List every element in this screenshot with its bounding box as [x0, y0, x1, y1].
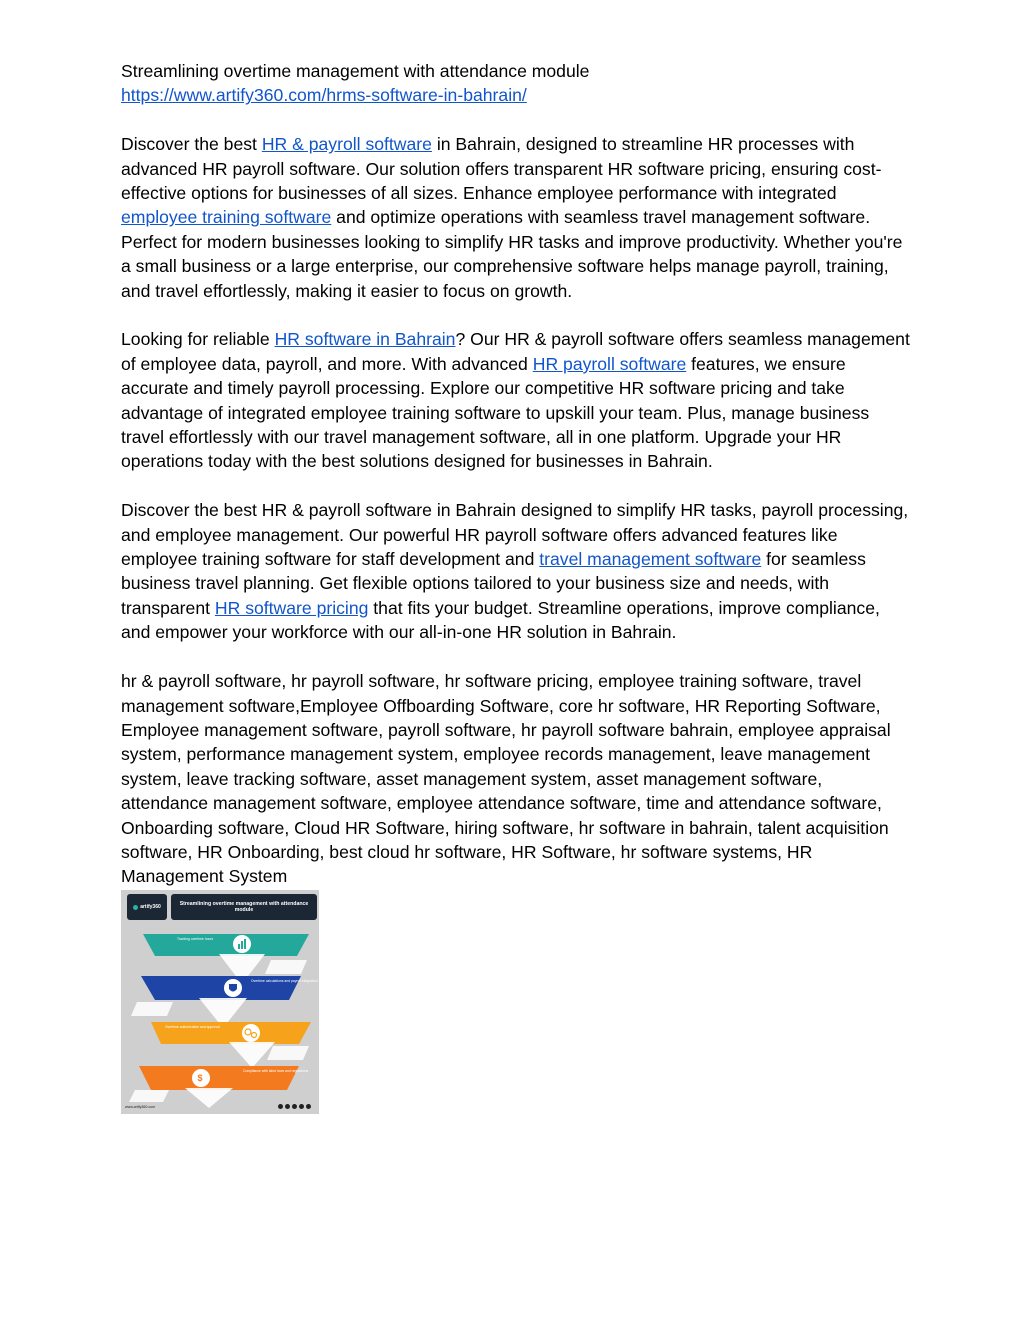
- paragraph-1-text-b: in Bahrain, designed to streamline HR processes with advanced HR payroll software. Our solution offers transparent HR software pricing, ensuring cost-effective options for businesses of all sizes. Enhance employee performance with integrated: [121, 134, 882, 204]
- linkedin-icon: [299, 1104, 304, 1109]
- travel-management-software-link[interactable]: travel management software: [539, 549, 762, 570]
- infographic-section-3: [151, 1022, 311, 1068]
- infographic-title: Streamlining overtime management with attendance module: [171, 894, 317, 920]
- instagram-icon: [285, 1104, 290, 1109]
- hr-payroll-software-link-2[interactable]: HR payroll software: [532, 353, 687, 374]
- hr-software-pricing-link[interactable]: HR software pricing: [214, 597, 369, 618]
- infographic-footer: [125, 1103, 315, 1111]
- paragraph-1-text-c: and optimize operations with seamless travel management software. Perfect for modern businesses looking to simplify HR tasks and improve productivity. Whether you're a small business or a large enterprise, our comprehensive software helps manage payroll, training, and travel effortlessly, making it easier to focus on growth.: [121, 207, 903, 301]
- paragraph-2-text-c: features, we ensure accurate and timely payroll processing. Explore our competitive HR software pricing and take advantage of integrated employee training software to upskill your team. Plus, manage business travel effortlessly with our travel management software, all in one platform. Upgrade your HR operations today with the best solutions designed for businesses in Bahrain.: [121, 353, 870, 472]
- paragraph-1-text-a: Discover the best: [121, 134, 262, 155]
- paragraph-3-text-c: that fits your budget. Streamline operations, improve compliance, and empower your workforce with our all-in-one HR solution in Bahrain.: [121, 597, 880, 643]
- hr-software-in-bahrain-link[interactable]: HR software in Bahrain: [274, 329, 456, 350]
- paragraph-2-text-a: Looking for reliable: [121, 329, 275, 350]
- artify360-url-link[interactable]: https://www.artify360.com/hrms-software-in-bahrain/: [121, 85, 527, 106]
- facebook-icon: [278, 1104, 283, 1109]
- paragraph-3: [121, 498, 911, 644]
- paragraph-2: [121, 327, 911, 473]
- infographic-footer-url: www.artify360.com: [125, 1105, 156, 1109]
- infographic-section-2: [131, 976, 318, 1028]
- hr-payroll-software-link[interactable]: HR & payroll software: [261, 134, 432, 155]
- employee-training-software-link[interactable]: employee training software: [121, 207, 332, 228]
- overtime-infographic: [121, 890, 319, 1114]
- section-3-label: Overtime authorization and approval: [165, 1025, 220, 1029]
- paragraph-3-text-a: Discover the best HR & payroll software in Bahrain designed to simplify HR tasks, payroll processing, and employee management. Our powerful HR payroll software offers advanced features like employee training software for staff development and: [121, 500, 909, 570]
- paragraph-3-text-b: for seamless business travel planning. Get flexible options tailored to your business size and needs, with transparent: [121, 549, 866, 618]
- section-1-label: Tracking overtime hours: [177, 937, 214, 941]
- paragraph-1: [121, 132, 911, 303]
- logo-text: artify360: [140, 904, 161, 910]
- infographic-sections: [121, 890, 319, 1114]
- svg-text:$: $: [197, 1073, 203, 1083]
- social-icons: [278, 1104, 311, 1109]
- document-title-line: Streamlining overtime management with attendance module: [121, 61, 590, 81]
- document-body: [121, 59, 911, 889]
- section-2-label: Overtime calculations and payroll integration: [251, 979, 318, 983]
- twitter-icon: [292, 1104, 297, 1109]
- infographic-section-4: [129, 1066, 309, 1108]
- youtube-icon: [306, 1104, 311, 1109]
- section-4-label: Compliance with labor laws and regulations: [243, 1069, 309, 1073]
- keywords-paragraph: hr & payroll software, hr payroll software, hr software pricing, employee training software, travel management software,Employee Offboarding Software, core hr software, HR Reporting Software, Employee management software, payroll software, hr payroll software bahrain, employee appraisal system, performance management system, employee records management, leave management system, leave tracking software, asset management system, asset management software, attendance management software, employee attendance software, time and attendance software, Onboarding software, Cloud HR Software, hiring software, hr software in bahrain, talent acquisition software, HR Onboarding, best cloud hr software, HR Software, hr software systems, HR Management System: [121, 671, 891, 887]
- paragraph-2-text-b: ? Our HR & payroll software offers seamless management of employee data, payroll, and more. With advanced: [121, 329, 910, 374]
- url-paragraph: [121, 83, 911, 107]
